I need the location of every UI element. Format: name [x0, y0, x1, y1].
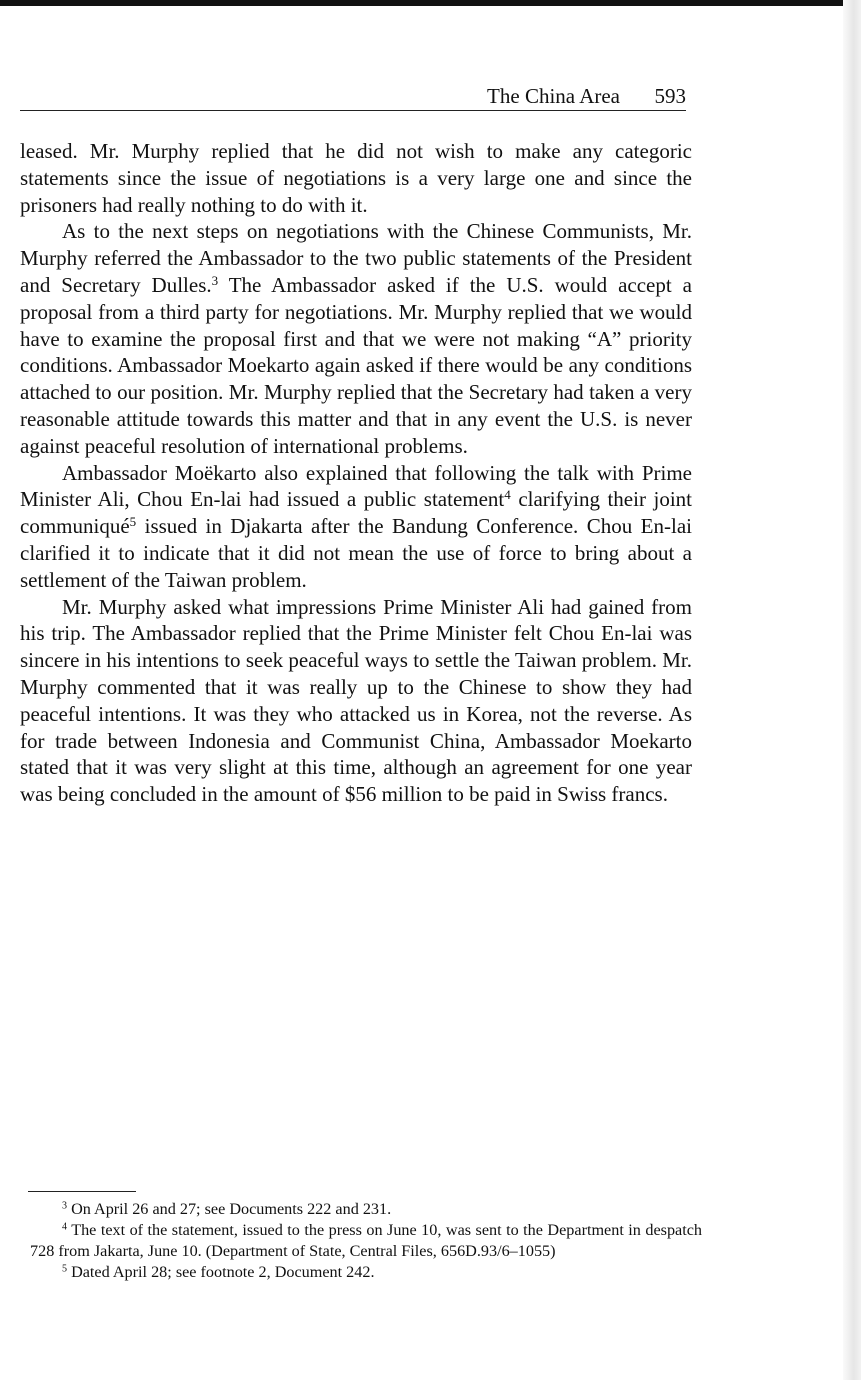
footnote-text: On April 26 and 27; see Documents 222 and 231. — [67, 1200, 392, 1218]
paragraph-text: Mr. Murphy asked what impressions Prime Minister Ali had gained from his trip. The Ambassador replied that the Prime Minister felt Chou En-lai was sincere in his intentions to seek peaceful ways to settle the Taiwan problem. Mr. Murphy commented that it was really up to the Chinese to show they had peaceful intentions. It was they who attacked us in Korea, not the reverse. As for trade between Indonesia and Communist China, Ambassador Moekarto stated that it was very slight at this time, although an agreement for one year was being concluded in the amount of $56 million to be paid in Swiss francs. — [20, 594, 692, 807]
footnote-marker: 5 — [62, 1263, 68, 1275]
footnote — [30, 1199, 702, 1220]
paragraph — [20, 460, 692, 594]
page-top-border — [0, 0, 861, 6]
page-binding-edge — [843, 0, 861, 1380]
body-text — [20, 138, 692, 808]
paragraph-text: As to the next steps on negotiations with the Chinese Communists, Mr. Murphy referred the Ambassador to the two public statements of the President and Secretary Dulles. — [20, 219, 692, 297]
footnote — [30, 1220, 702, 1262]
paragraph-text: issued in Djakarta after the Bandung Conference. Chou En-lai clarified it to indicate that it did not mean the use of force to bring about a settlement of the Taiwan problem. — [20, 514, 692, 592]
running-header — [20, 82, 686, 111]
footnote-ref[interactable]: 5 — [129, 514, 137, 529]
footnote-ref[interactable]: 3 — [211, 272, 219, 288]
running-title: The China Area — [487, 84, 620, 108]
footnotes — [30, 1199, 702, 1283]
paragraph — [20, 218, 692, 459]
footnote — [30, 1262, 702, 1283]
paragraph — [20, 594, 692, 808]
paragraph — [20, 138, 692, 218]
paragraph-text: clarifying their joint communiqué — [20, 487, 692, 539]
footnote-text: Dated April 28; see footnote 2, Document 242. — [67, 1263, 375, 1281]
paragraph-text: leased. Mr. Murphy replied that he did not wish to make any categoric statements since the issue of negotiations is a very large one and since the prisoners had really nothing to do with it. — [20, 139, 692, 217]
footnote-marker: 3 — [62, 1200, 68, 1212]
footnote-marker: 4 — [62, 1221, 68, 1233]
page-number: 593 — [654, 84, 686, 108]
paragraph-text: The Ambassador asked if the U.S. would accept a proposal from a third party for negotiations. Mr. Murphy replied that we would have to examine the proposal first and that we were not making “A” priority conditions. Ambassador Moekarto again asked if there would be any conditions attached to our position. Mr. Murphy replied that the Secretary had taken a very reasonable attitude towards this matter and that in any event the U.S. is never against peaceful resolution of international problems. — [20, 272, 693, 458]
paragraph-text: Ambassador Moëkarto also explained that following the talk with Prime Minister Ali, Chou En-lai had issued a public statement — [20, 460, 692, 512]
footnote-separator — [28, 1191, 136, 1192]
footnote-text: The text of the statement, issued to the press on June 10, was sent to the Department in despatch 728 from Jakarta, June 10. (Department of State, Central Files, 656D.93/6–1055) — [30, 1221, 702, 1260]
footnote-ref[interactable]: 4 — [504, 487, 511, 503]
